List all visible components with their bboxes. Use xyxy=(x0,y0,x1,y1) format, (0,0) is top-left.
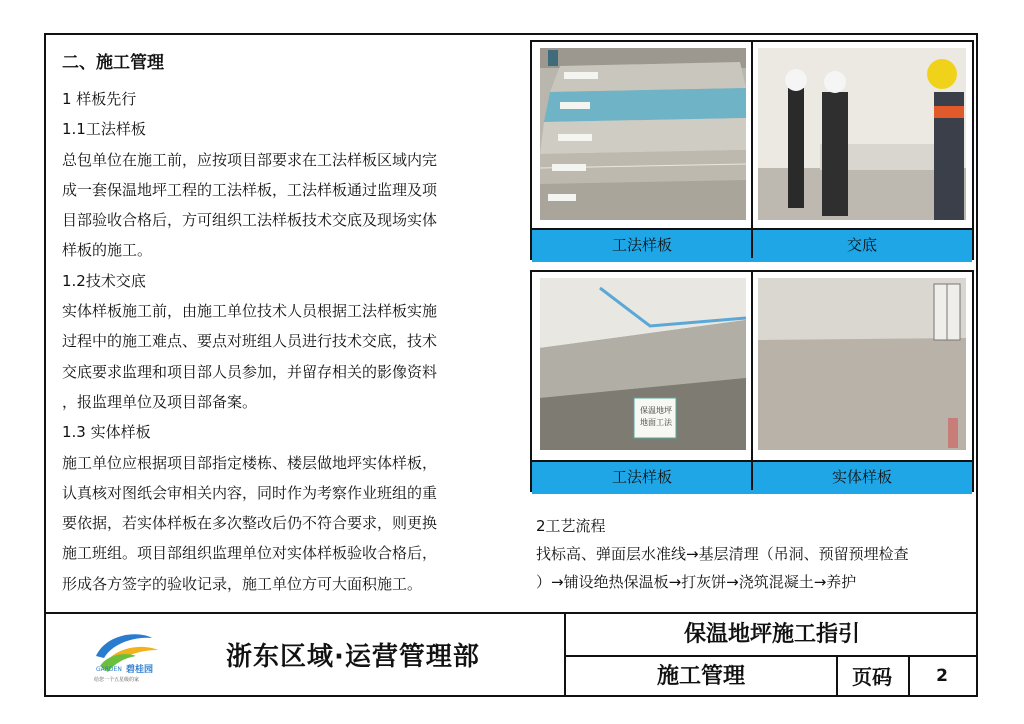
process-line-1: 找标高、弹面层水准线→基层清理（吊洞、预留预埋检查 xyxy=(536,545,909,563)
text-line: 成一套保温地坪工程的工法样板，工法样板通过监理及项 xyxy=(62,180,438,199)
text-line: 1.3 实体样板 xyxy=(62,423,151,442)
logo-en: GARDEN xyxy=(96,666,122,673)
photo-block-bottom xyxy=(530,270,974,492)
footer-inner-divider xyxy=(564,655,978,657)
logo-text: 碧桂园 xyxy=(126,665,154,675)
company-logo xyxy=(86,626,166,686)
photo-actual-sample-room xyxy=(758,278,966,450)
page-number: 2 xyxy=(936,666,948,686)
department-name: 浙东区域·运营管理部 xyxy=(226,642,480,672)
text-line: 总包单位在施工前，应按项目部要求在工法样板区域内完 xyxy=(62,150,438,169)
text-line: 形成各方签字的验收记录，施工单位方可大面积施工。 xyxy=(62,574,423,593)
text-line: 1 样板先行 xyxy=(62,90,137,108)
text-line: 目部验收合格后，方可组织工法样板技术交底及现场实体 xyxy=(62,211,438,230)
process-heading: 2工艺流程 xyxy=(536,517,606,535)
text-line: 施工单位应根据项目部指定楼栋、楼层做地坪实体样板， xyxy=(62,453,438,472)
caption-bottom-right: 实体样板 xyxy=(752,460,972,494)
section-label: 施工管理 xyxy=(656,664,745,689)
text-line: 过程中的施工难点、要点对班组人员进行技术交底，技术 xyxy=(62,332,438,351)
page-label: 页码 xyxy=(852,665,892,689)
caption-bottom-left: 工法样板 xyxy=(532,460,752,494)
text-line: 实体样板施工前，由施工单位技术人员根据工法样板实施 xyxy=(62,302,438,321)
text-line: 认真核对图纸会审相关内容，同时作为考察作业班组的重 xyxy=(62,483,438,502)
text-line: ，报监理单位及项目部备案。 xyxy=(62,392,258,411)
text-line: 施工班组。项目部组织监理单位对实体样板验收合格后， xyxy=(62,544,438,563)
photo-block-bottom-divider xyxy=(751,272,753,490)
text-line: 样板的施工。 xyxy=(62,241,153,260)
text-line: 要依据，若实体样板在多次整改后仍不符合要求，则更换 xyxy=(62,514,438,533)
caption-top-right: 交底 xyxy=(752,228,972,262)
process-line-2: ）→铺设绝热保温板→打灰饼→浇筑混凝土→养护 xyxy=(536,573,857,591)
caption-top-left: 工法样板 xyxy=(532,228,752,262)
process-flow xyxy=(536,512,976,596)
sign-text-1: 保温地坪 xyxy=(640,406,672,415)
sign-text-2: 地面工法 xyxy=(640,418,672,427)
text-line: 交底要求监理和项目部人员参加，并留存相关的影像资料 xyxy=(62,362,438,381)
text-line: 1.2技术交底 xyxy=(62,271,146,290)
section-title: 二、施工管理 xyxy=(62,53,164,73)
text-line: 1.1工法样板 xyxy=(62,120,146,139)
photo-technical-briefing xyxy=(758,48,966,220)
photo-floor-method-sample xyxy=(540,278,746,450)
logo-slogan: 给您一个五星级的家 xyxy=(94,677,140,683)
footer-divider xyxy=(44,612,978,614)
document-title: 保温地坪施工指引 xyxy=(683,622,860,647)
photo-block-top xyxy=(530,40,974,260)
photo-method-sample-steps xyxy=(540,48,746,220)
main-text xyxy=(62,48,502,599)
photo-block-top-divider xyxy=(751,42,753,258)
